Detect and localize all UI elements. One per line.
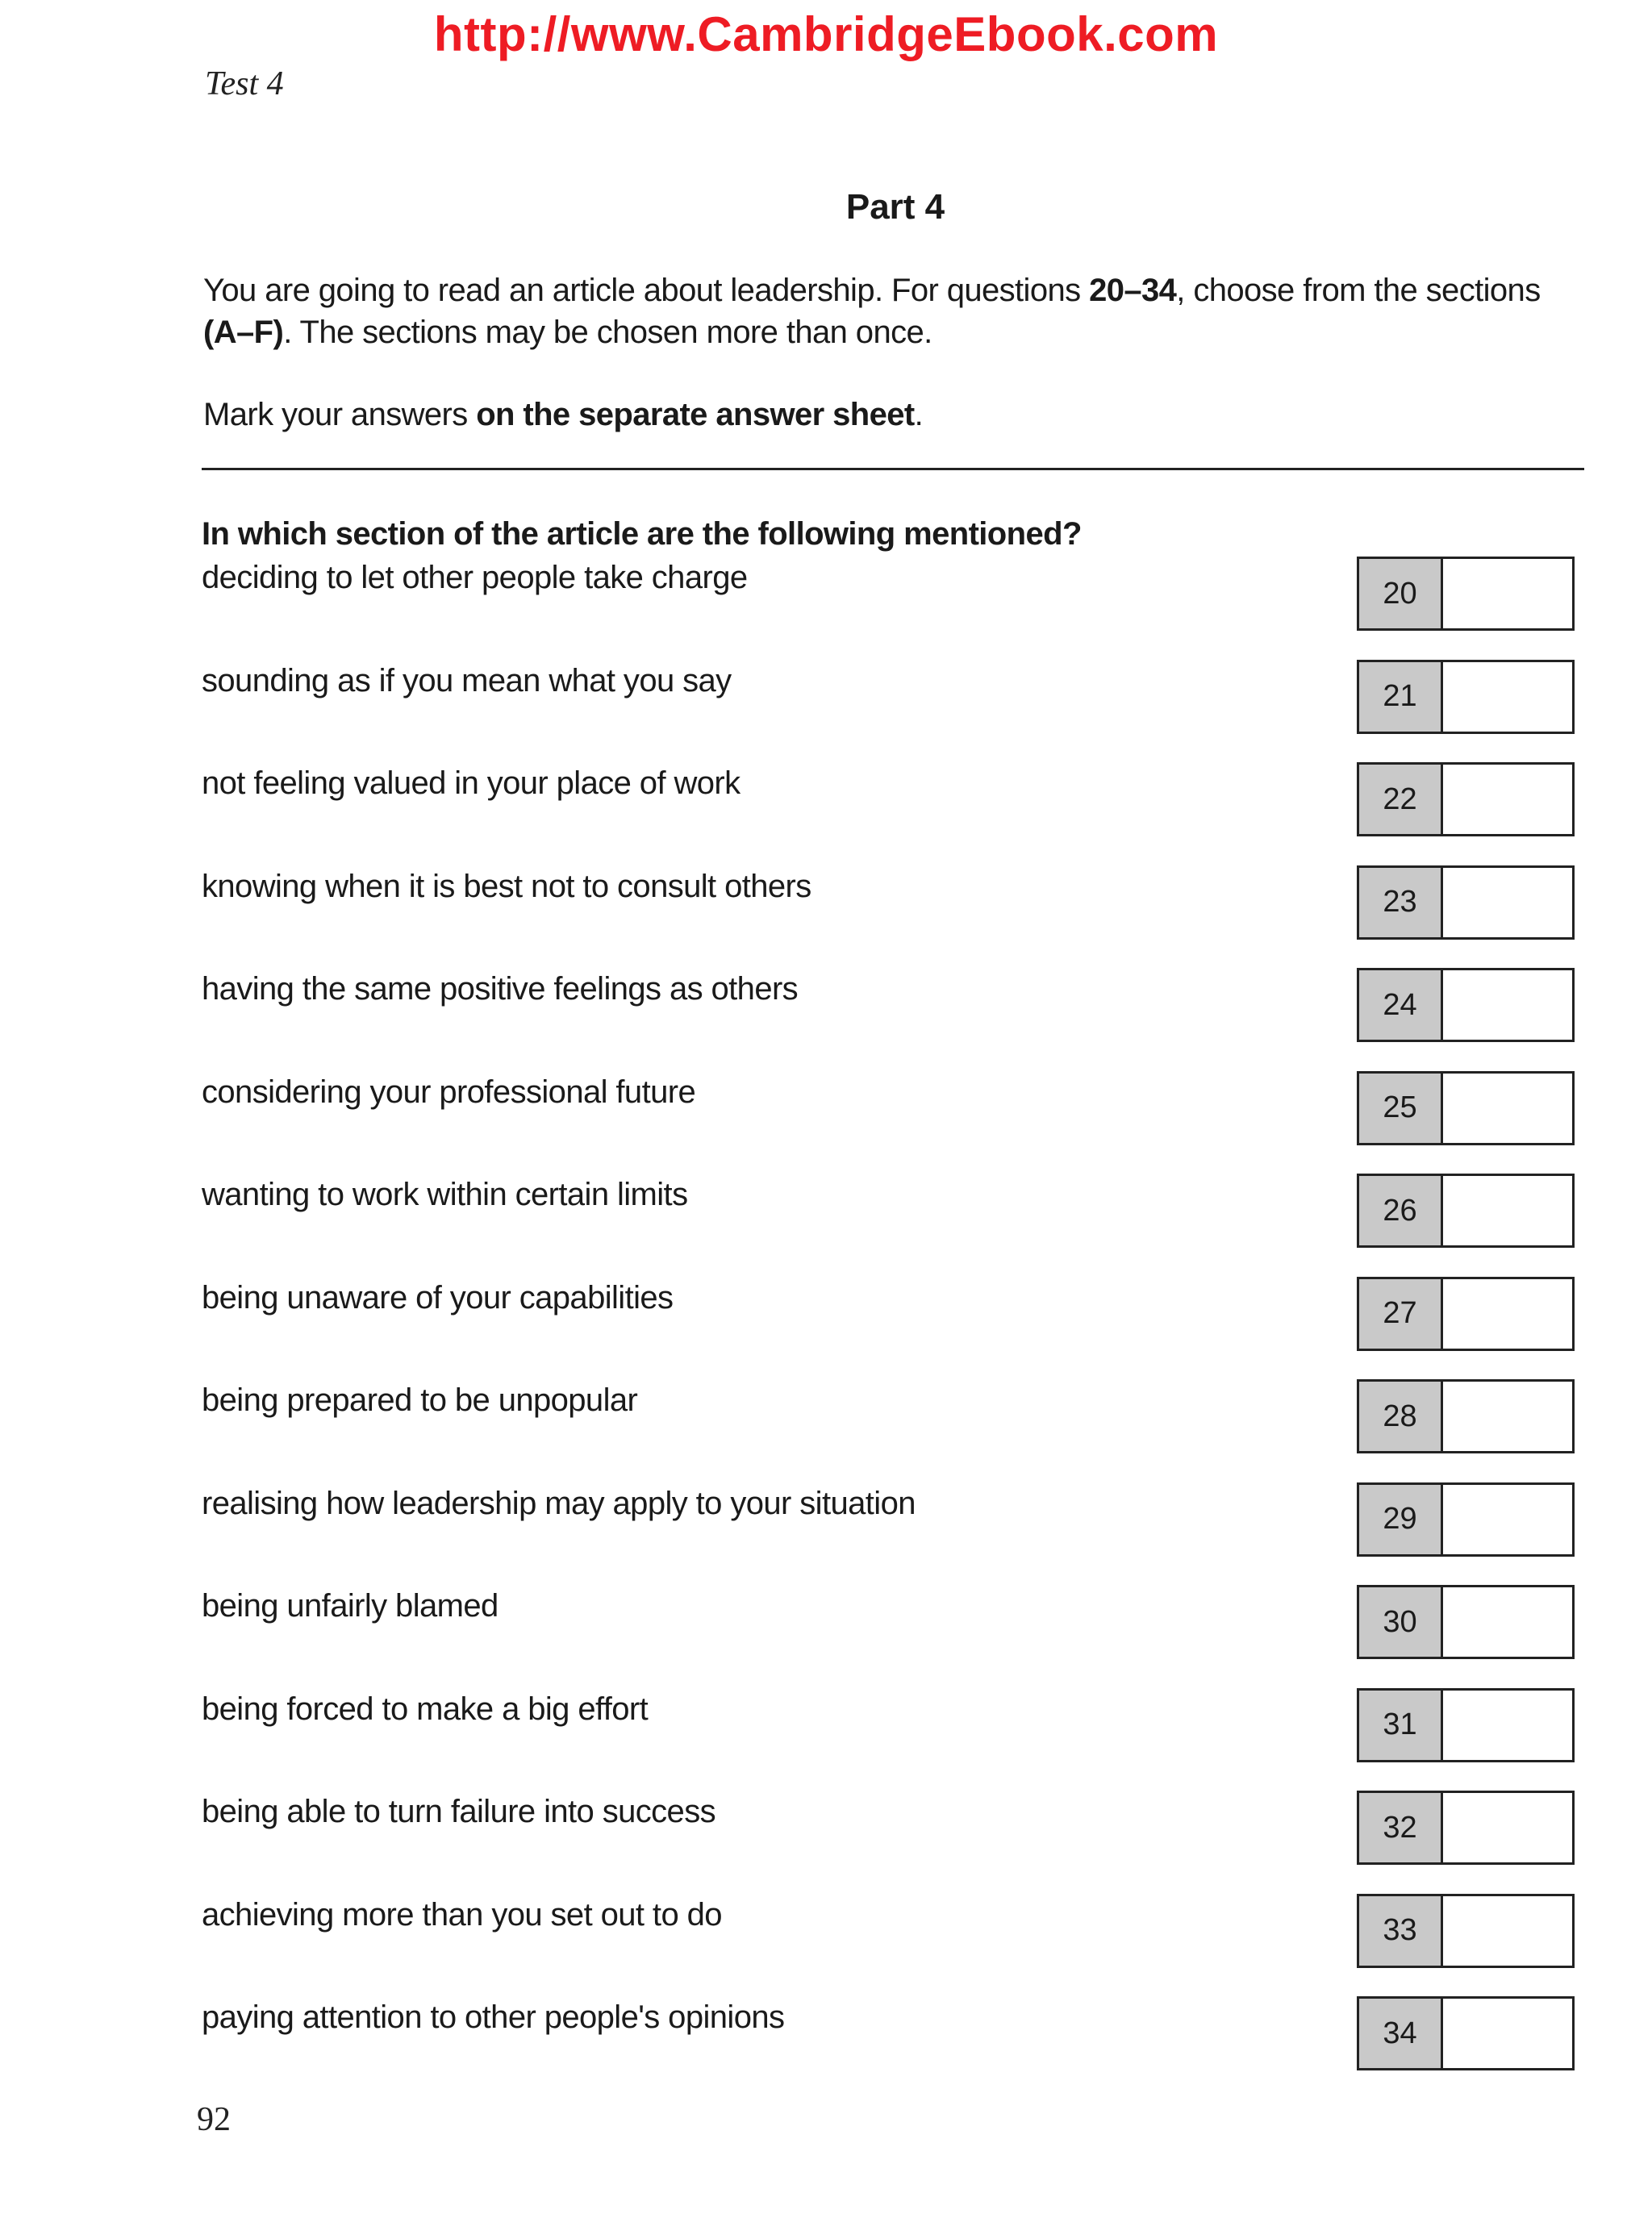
- answer-box: [1357, 1894, 1575, 1968]
- answer-field[interactable]: [1443, 765, 1572, 834]
- question-number: 31: [1359, 1691, 1443, 1760]
- question-text: realising how leadership may apply to your situation: [202, 1485, 916, 1521]
- question-text: being unaware of your capabilities: [202, 1279, 674, 1316]
- answer-field[interactable]: [1443, 1999, 1572, 2068]
- question-row: [0, 865, 1652, 946]
- instructions-text: Mark your answers: [203, 397, 477, 432]
- answer-box: [1357, 1585, 1575, 1659]
- question-number: 29: [1359, 1485, 1443, 1554]
- question-number: 28: [1359, 1382, 1443, 1451]
- answer-box: [1357, 1379, 1575, 1453]
- answer-box: [1357, 762, 1575, 836]
- answer-box: [1357, 1688, 1575, 1762]
- answer-box: [1357, 1482, 1575, 1557]
- question-text: having the same positive feelings as others: [202, 971, 799, 1007]
- page-number: 92: [197, 2101, 231, 2138]
- question-text: being forced to make a big effort: [202, 1691, 649, 1727]
- answer-box: [1357, 1174, 1575, 1248]
- answer-sheet-emphasis: on the separate answer sheet: [476, 397, 915, 432]
- answer-field[interactable]: [1443, 970, 1572, 1040]
- answer-field[interactable]: [1443, 1691, 1572, 1760]
- instructions-line-2: [203, 311, 1591, 353]
- question-row: [0, 660, 1652, 740]
- question-text: being prepared to be unpopular: [202, 1382, 638, 1418]
- instructions-text: .: [914, 397, 924, 432]
- test-label: Test 4: [205, 65, 284, 102]
- instructions-text: You are going to read an article about leadership. For questions: [203, 273, 1090, 308]
- question-number: 25: [1359, 1074, 1443, 1143]
- question-number: 34: [1359, 1999, 1443, 2068]
- answer-field[interactable]: [1443, 559, 1572, 628]
- answer-field[interactable]: [1443, 1279, 1572, 1349]
- question-row: [0, 1277, 1652, 1357]
- question-number: 22: [1359, 765, 1443, 834]
- answer-field[interactable]: [1443, 1587, 1572, 1657]
- question-text: deciding to let other people take charge: [202, 560, 748, 595]
- question-range: 20–34: [1089, 273, 1177, 308]
- question-text: considering your professional future: [202, 1074, 696, 1110]
- question-text: wanting to work within certain limits: [202, 1177, 688, 1212]
- question-text: achieving more than you set out to do: [202, 1896, 722, 1933]
- question-text: not feeling valued in your place of work: [202, 765, 740, 801]
- question-number: 21: [1359, 662, 1443, 732]
- question-row: [0, 1688, 1652, 1769]
- question-row: [0, 1174, 1652, 1254]
- question-number: 27: [1359, 1279, 1443, 1349]
- question-heading: In which section of the article are the following mentioned?: [202, 516, 1082, 552]
- divider-rule: [202, 468, 1584, 470]
- answer-field[interactable]: [1443, 662, 1572, 732]
- answer-box: [1357, 1277, 1575, 1351]
- answer-field[interactable]: [1443, 1176, 1572, 1245]
- question-row: [0, 968, 1652, 1049]
- question-number: 32: [1359, 1793, 1443, 1862]
- instructions-text: . The sections may be chosen more than once.: [283, 315, 932, 350]
- question-row: [0, 1482, 1652, 1563]
- task-instructions: [203, 269, 1591, 353]
- answer-field[interactable]: [1443, 1793, 1572, 1862]
- instructions-text: , choose from the sections: [1176, 273, 1541, 308]
- question-number: 33: [1359, 1896, 1443, 1966]
- answer-field[interactable]: [1443, 868, 1572, 937]
- part-title: Part 4: [845, 187, 945, 227]
- answer-field[interactable]: [1443, 1382, 1572, 1451]
- section-range: (A–F): [203, 315, 284, 350]
- answer-box: [1357, 1791, 1575, 1865]
- answer-box: [1357, 1071, 1575, 1145]
- answer-sheet-instruction: [203, 397, 923, 433]
- question-number: 24: [1359, 970, 1443, 1040]
- question-text: sounding as if you mean what you say: [202, 662, 732, 698]
- answer-field[interactable]: [1443, 1485, 1572, 1554]
- question-text: being able to turn failure into success: [202, 1794, 715, 1829]
- question-row: [0, 1996, 1652, 2077]
- question-number: 26: [1359, 1176, 1443, 1245]
- answer-box: [1357, 557, 1575, 631]
- question-text: knowing when it is best not to consult others: [202, 868, 811, 904]
- answer-field[interactable]: [1443, 1896, 1572, 1966]
- question-number: 30: [1359, 1587, 1443, 1657]
- question-text: paying attention to other people's opinions: [202, 1999, 785, 2035]
- answer-box: [1357, 968, 1575, 1042]
- question-row: [0, 1585, 1652, 1666]
- question-row: [0, 762, 1652, 843]
- answer-box: [1357, 660, 1575, 734]
- source-url-header: http://www.CambridgeEbook.com: [433, 7, 1219, 61]
- question-row: [0, 1071, 1652, 1152]
- answer-box: [1357, 865, 1575, 940]
- instructions-line-1: [203, 269, 1591, 311]
- question-row: [0, 1894, 1652, 1974]
- question-number: 20: [1359, 559, 1443, 628]
- question-number: 23: [1359, 868, 1443, 937]
- question-row: [0, 1791, 1652, 1871]
- question-row: [0, 1379, 1652, 1460]
- answer-box: [1357, 1996, 1575, 2070]
- question-text: being unfairly blamed: [202, 1588, 499, 1624]
- question-row: [0, 557, 1652, 637]
- answer-field[interactable]: [1443, 1074, 1572, 1143]
